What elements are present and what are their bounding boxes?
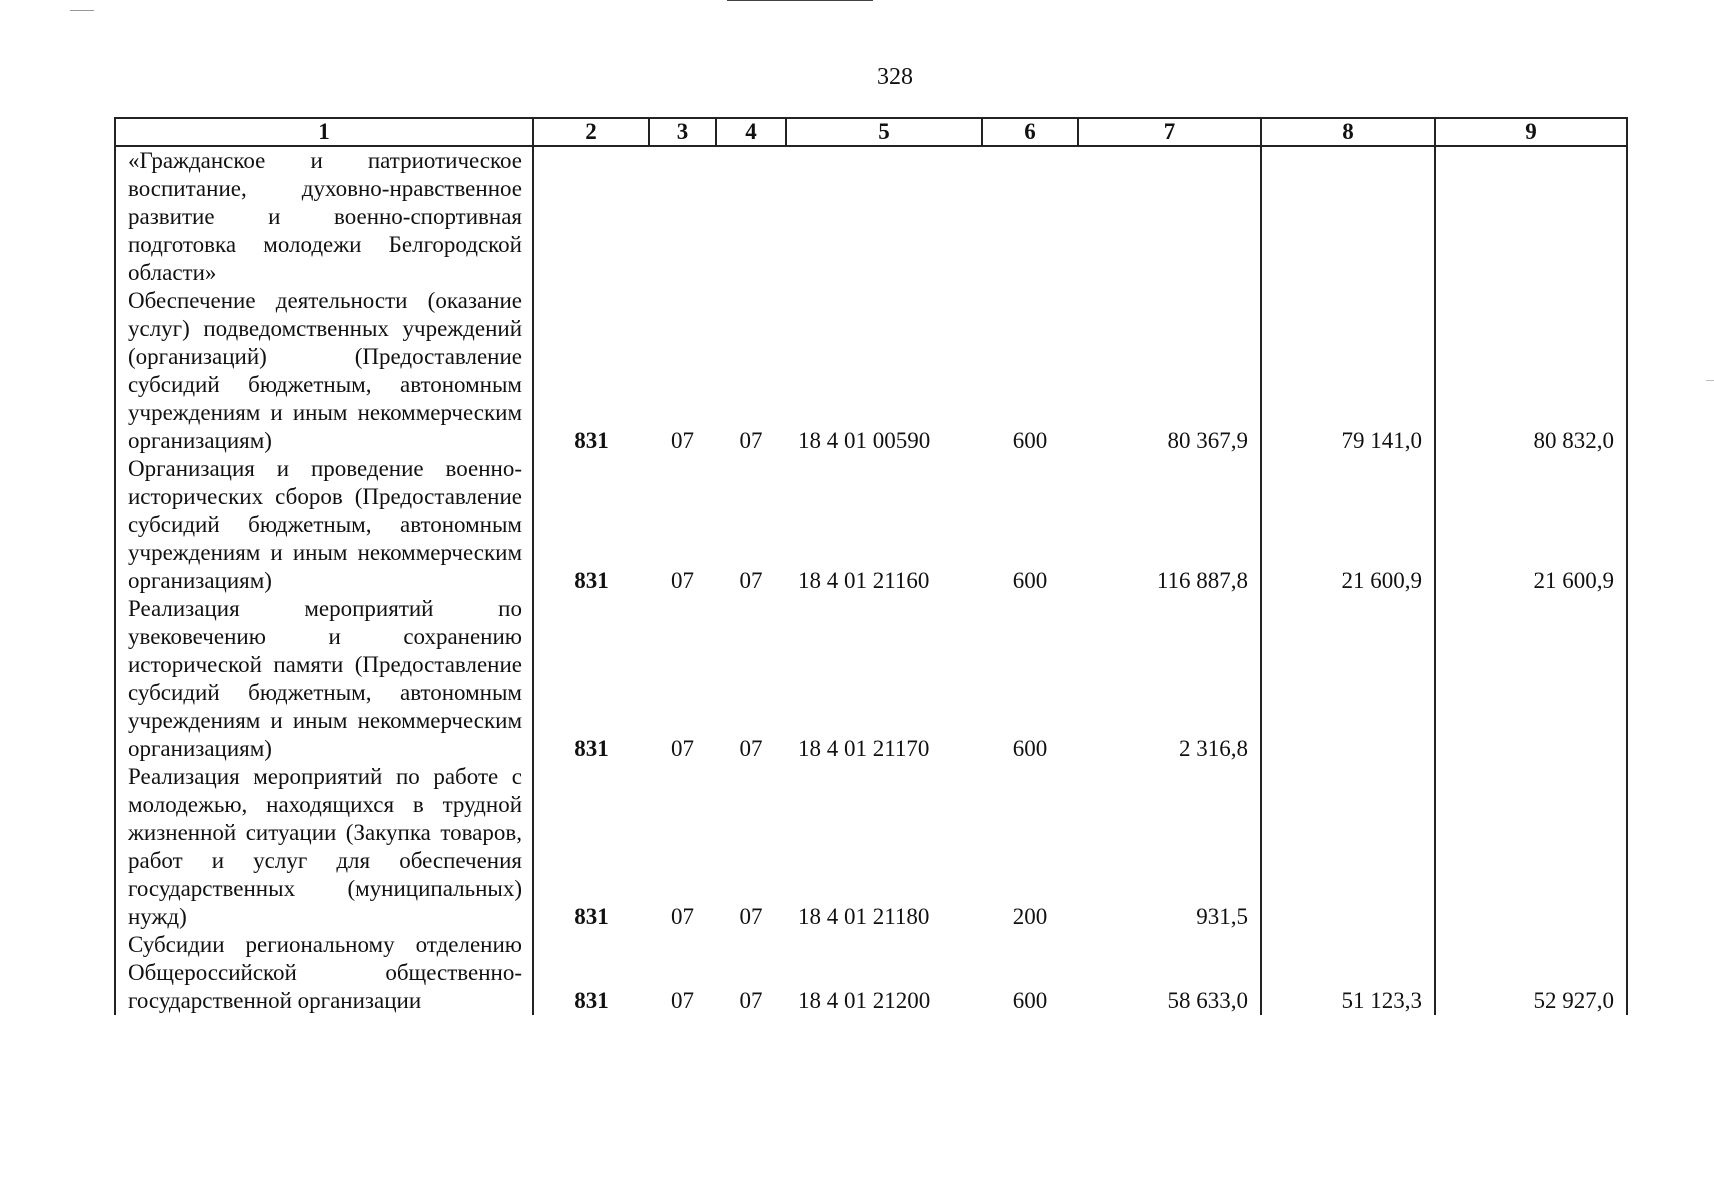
table-header xyxy=(115,118,1627,146)
scan-mark xyxy=(70,10,94,11)
cell-c9: 21 600,9 xyxy=(1435,455,1627,595)
cell-c9 xyxy=(1435,763,1627,931)
cell-c4: 07 xyxy=(739,428,763,453)
cell-c3: 07 xyxy=(671,904,694,929)
cell-c3 xyxy=(649,146,716,287)
cell-c3: 07 xyxy=(671,988,694,1013)
scan-mark xyxy=(1706,380,1714,381)
cell-c8: 21 600,9 xyxy=(1261,455,1435,595)
column-header: 2 xyxy=(533,118,649,146)
cell-c7: 80 367,9 xyxy=(1078,287,1261,455)
cell-c9 xyxy=(1435,146,1627,287)
cell-c9 xyxy=(1435,595,1627,763)
cell-c6: 600 xyxy=(1012,568,1048,593)
table-row xyxy=(115,931,1627,1015)
cell-c3: 07 xyxy=(671,568,694,593)
table-body xyxy=(115,146,1627,1015)
cell-c9: 80 832,0 xyxy=(1435,287,1627,455)
cell-c8 xyxy=(1261,595,1435,763)
column-header: 9 xyxy=(1435,118,1627,146)
cell-c2: 831 xyxy=(574,988,609,1013)
cell-c7: 931,5 xyxy=(1078,763,1261,931)
cell-c4: 07 xyxy=(739,736,763,761)
row-name: Обеспечение деятельности (оказание услуг) подведомственных учреждений (организаций) (Предоставление субсидий бюджетным, автономным учреждениям и иным некоммерческим организациям) xyxy=(115,287,533,455)
cell-c6: 200 xyxy=(1012,904,1048,929)
cell-c3: 07 xyxy=(671,428,694,453)
table-row xyxy=(115,595,1627,763)
cell-c6: 600 xyxy=(1012,988,1048,1013)
column-header: 6 xyxy=(982,118,1078,146)
cell-c7: 58 633,0 xyxy=(1078,931,1261,1015)
cell-c5: 18 4 01 00590 xyxy=(798,428,931,453)
cell-c4 xyxy=(716,146,786,287)
cell-c2: 831 xyxy=(574,568,609,593)
cell-c8: 79 141,0 xyxy=(1261,287,1435,455)
cell-c2 xyxy=(533,146,649,287)
cell-c5: 18 4 01 21180 xyxy=(798,904,930,929)
row-name: Организация и проведение военно-исторических сборов (Предоставление субсидий бюджетным, автономным учреждениям и иным некоммерческим организациям) xyxy=(115,455,533,595)
cell-c5: 18 4 01 21170 xyxy=(798,736,930,761)
cell-c4: 07 xyxy=(739,904,763,929)
column-header: 8 xyxy=(1261,118,1435,146)
table-row xyxy=(115,455,1627,595)
cell-c5: 18 4 01 21160 xyxy=(798,568,930,593)
cell-c6: 600 xyxy=(1012,428,1048,453)
cell-c6 xyxy=(982,146,1078,287)
row-name: Реализация мероприятий по увековечению и сохранению исторической памяти (Предоставление субсидий бюджетным, автономным учреждениям и иным некоммерческим организациям) xyxy=(115,595,533,763)
cell-c2: 831 xyxy=(574,428,609,453)
column-header: 1 xyxy=(115,118,533,146)
row-name: «Гражданское и патриотическое воспитание, духовно-нравственное развитие и военно-спортивная подготовка молодежи Белгородской области» xyxy=(115,146,533,287)
cell-c8 xyxy=(1261,146,1435,287)
cell-c4: 07 xyxy=(739,988,763,1013)
budget-table xyxy=(114,117,1628,1015)
cell-c3: 07 xyxy=(671,736,694,761)
column-header: 3 xyxy=(649,118,716,146)
cell-c7: 116 887,8 xyxy=(1078,455,1261,595)
column-header: 7 xyxy=(1078,118,1261,146)
cell-c8 xyxy=(1261,763,1435,931)
cell-c6: 600 xyxy=(1012,736,1048,761)
top-rule xyxy=(727,0,873,1)
cell-c2: 831 xyxy=(574,904,609,929)
table-row xyxy=(115,763,1627,931)
table-row xyxy=(115,146,1627,287)
cell-c7 xyxy=(1078,146,1261,287)
cell-c5: 18 4 01 21200 xyxy=(798,988,931,1013)
column-header: 4 xyxy=(716,118,786,146)
cell-c8: 51 123,3 xyxy=(1261,931,1435,1015)
row-name: Реализация мероприятий по работе с молодежью, находящихся в трудной жизненной ситуации (Закупка товаров, работ и услуг для обеспечения государственных (муниципальных) нужд) xyxy=(115,763,533,931)
cell-c7: 2 316,8 xyxy=(1078,595,1261,763)
column-header: 5 xyxy=(786,118,982,146)
cell-c2: 831 xyxy=(574,736,609,761)
cell-c5 xyxy=(786,146,982,287)
table-row xyxy=(115,287,1627,455)
page-number: 328 xyxy=(877,64,913,90)
cell-c9: 52 927,0 xyxy=(1435,931,1627,1015)
row-name: Субсидии региональному отделению Общероссийской общественно-государственной организации xyxy=(115,931,533,1015)
cell-c4: 07 xyxy=(739,568,763,593)
